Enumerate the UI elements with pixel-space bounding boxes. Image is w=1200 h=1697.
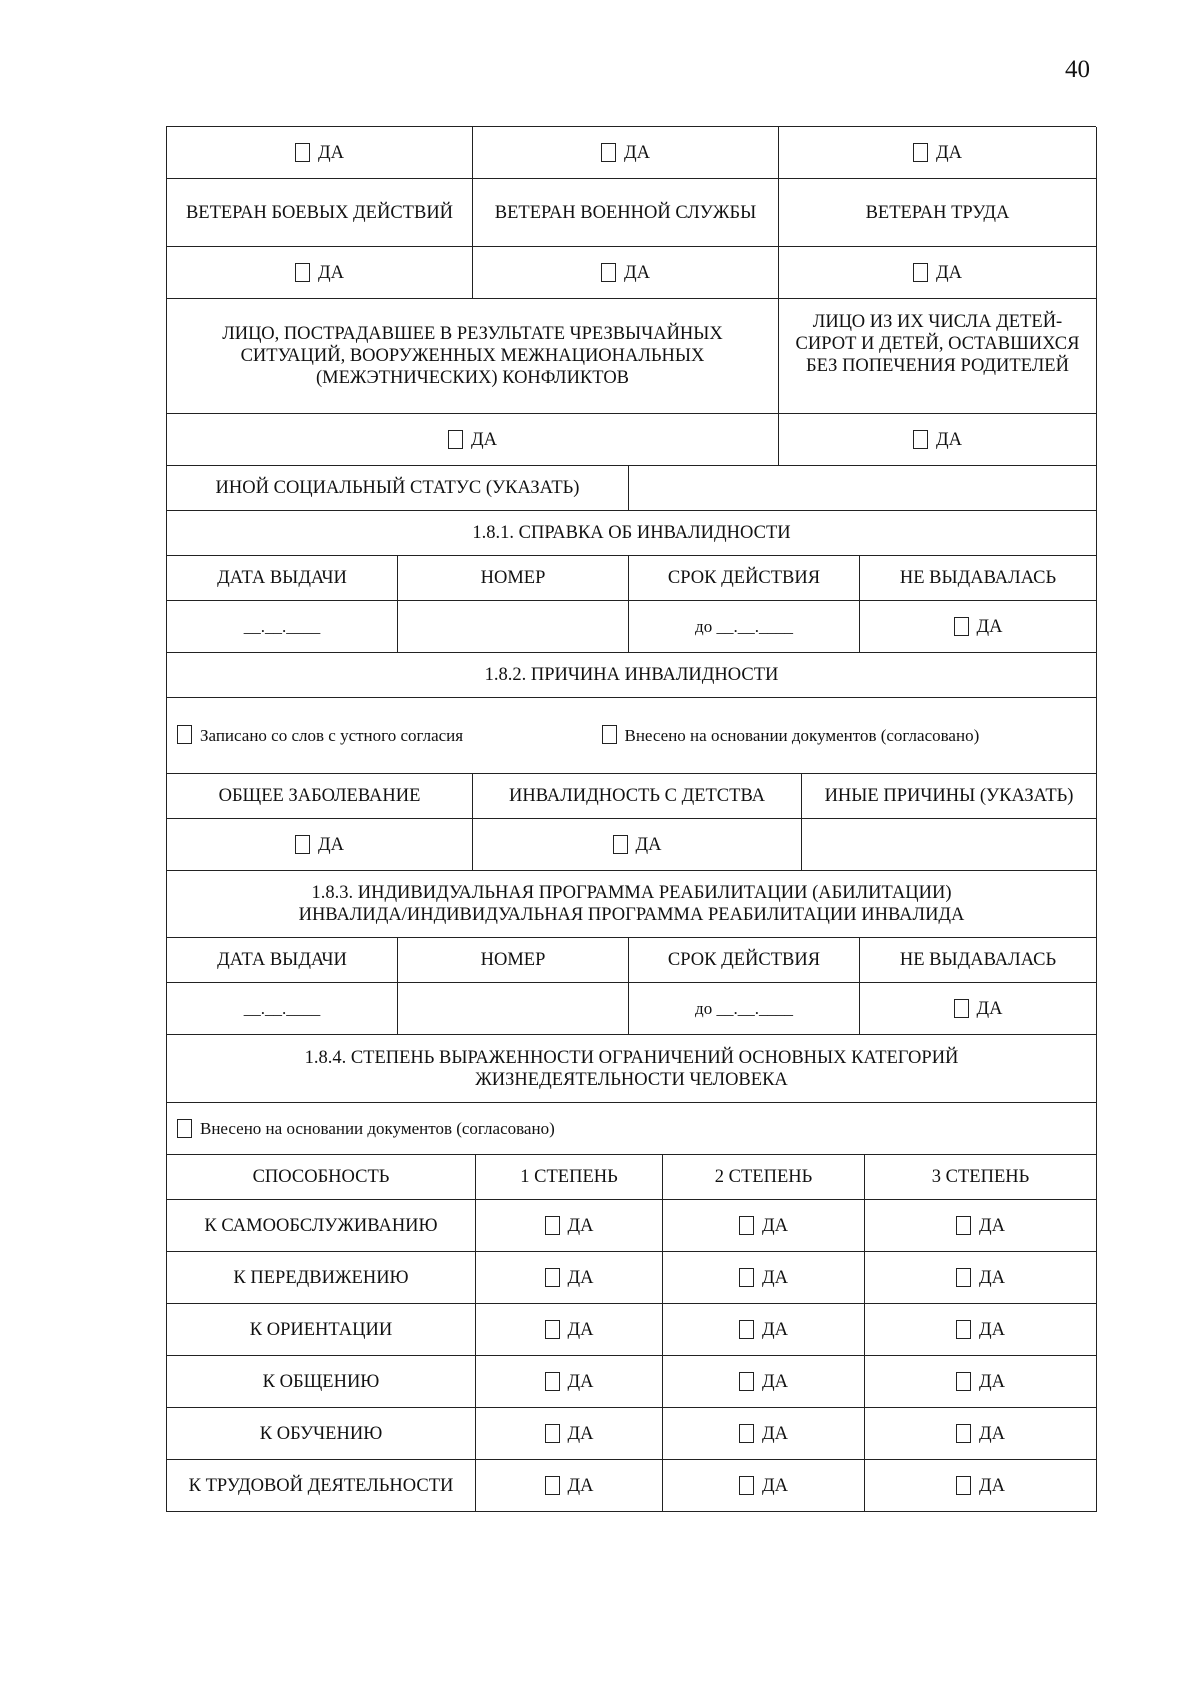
documents-option[interactable]: Внесено на основании документов (согласовано) bbox=[592, 724, 1097, 748]
general-disease-header: ОБЩЕЕ ЗАБОЛЕВАНИЕ bbox=[167, 774, 473, 819]
page-number: 40 bbox=[1065, 56, 1090, 83]
movement-degree-2[interactable]: ДА bbox=[663, 1252, 865, 1304]
social-status-form bbox=[166, 126, 1096, 1512]
military-veteran-label: ВЕТЕРАН ВОЕННОЙ СЛУЖБЫ bbox=[473, 179, 779, 247]
section-1-8-4-title: 1.8.4. СТЕПЕНЬ ВЫРАЖЕННОСТИ ОГРАНИЧЕНИЙ ОСНОВНЫХ КАТЕГОРИЙ ЖИЗНЕДЕЯТЕЛЬНОСТИ ЧЕЛОВЕКА bbox=[167, 1035, 1097, 1103]
checkbox[interactable] bbox=[545, 1320, 560, 1339]
ipr-issue-date-header: ДАТА ВЫДАЧИ bbox=[167, 938, 398, 983]
checkbox[interactable] bbox=[739, 1372, 754, 1391]
checkbox[interactable] bbox=[956, 1424, 971, 1443]
ipr-validity-field[interactable]: до __.__.____ bbox=[629, 983, 860, 1035]
other-status-label: ИНОЙ СОЦИАЛЬНЫЙ СТАТУС (УКАЗАТЬ) bbox=[167, 466, 629, 511]
orientation-degree-1[interactable]: ДА bbox=[476, 1304, 663, 1356]
issue-date-header: ДАТА ВЫДАЧИ bbox=[167, 556, 398, 601]
validity-field[interactable]: до __.__.____ bbox=[629, 601, 860, 653]
ipr-number-field[interactable] bbox=[398, 983, 629, 1035]
ability-self-care: К САМООБСЛУЖИВАНИЮ bbox=[167, 1200, 476, 1252]
movement-degree-1[interactable]: ДА bbox=[476, 1252, 663, 1304]
checkbox[interactable] bbox=[739, 1320, 754, 1339]
limitations-table bbox=[166, 1155, 1096, 1512]
checkbox[interactable] bbox=[913, 263, 928, 282]
self-care-degree-1[interactable]: ДА bbox=[476, 1200, 663, 1252]
communication-degree-1[interactable]: ДА bbox=[476, 1356, 663, 1408]
section-1-8-1-title: 1.8.1. СПРАВКА ОБ ИНВАЛИДНОСТИ bbox=[167, 511, 1097, 556]
checkbox[interactable] bbox=[177, 1119, 192, 1138]
ability-learning: К ОБУЧЕНИЮ bbox=[167, 1408, 476, 1460]
oral-consent-option[interactable]: Записано со слов с устного согласия bbox=[167, 724, 592, 748]
orphans-yes[interactable]: ДА bbox=[779, 414, 1097, 466]
communication-degree-2[interactable]: ДА bbox=[663, 1356, 865, 1408]
childhood-disability-header: ИНВАЛИДНОСТЬ С ДЕТСТВА bbox=[473, 774, 802, 819]
checkbox[interactable] bbox=[739, 1216, 754, 1235]
work-degree-1[interactable]: ДА bbox=[476, 1460, 663, 1512]
ability-communication: К ОБЩЕНИЮ bbox=[167, 1356, 476, 1408]
section-1-8-2-title: 1.8.2. ПРИЧИНА ИНВАЛИДНОСТИ bbox=[167, 653, 1097, 698]
checkbox[interactable] bbox=[601, 263, 616, 282]
work-degree-2[interactable]: ДА bbox=[663, 1460, 865, 1512]
prev-status-yes-2[interactable]: ДА bbox=[473, 127, 779, 179]
general-disease-yes[interactable]: ДА bbox=[167, 819, 473, 871]
combat-veteran-yes[interactable]: ДА bbox=[167, 247, 473, 299]
checkbox[interactable] bbox=[954, 999, 969, 1018]
ability-orientation: К ОРИЕНТАЦИИ bbox=[167, 1304, 476, 1356]
ipr-issue-date-field[interactable]: __.__.____ bbox=[167, 983, 398, 1035]
checkbox[interactable] bbox=[295, 263, 310, 282]
checkbox[interactable] bbox=[913, 430, 928, 449]
military-veteran-yes[interactable]: ДА bbox=[473, 247, 779, 299]
number-field[interactable] bbox=[398, 601, 629, 653]
combat-veteran-label: ВЕТЕРАН БОЕВЫХ ДЕЙСТВИЙ bbox=[167, 179, 473, 247]
childhood-disability-yes[interactable]: ДА bbox=[473, 819, 802, 871]
labor-veteran-label: ВЕТЕРАН ТРУДА bbox=[779, 179, 1097, 247]
checkbox[interactable] bbox=[601, 143, 616, 162]
emergency-victim-label: ЛИЦО, ПОСТРАДАВШЕЕ В РЕЗУЛЬТАТЕ ЧРЕЗВЫЧАЙНЫХ СИТУАЦИЙ, ВООРУЖЕННЫХ МЕЖНАЦИОНАЛЬНЫХ (МЕЖЭТНИЧЕСКИХ) КОНФЛИКТОВ bbox=[167, 299, 779, 414]
checkbox[interactable] bbox=[913, 143, 928, 162]
checkbox[interactable] bbox=[295, 835, 310, 854]
validity-header: СРОК ДЕЙСТВИЯ bbox=[629, 556, 860, 601]
ipr-number-header: НОМЕР bbox=[398, 938, 629, 983]
checkbox[interactable] bbox=[739, 1424, 754, 1443]
not-issued-header: НЕ ВЫДАВАЛАСЬ bbox=[860, 556, 1097, 601]
checkbox[interactable] bbox=[545, 1216, 560, 1235]
ipr-validity-header: СРОК ДЕЙСТВИЯ bbox=[629, 938, 860, 983]
checkbox[interactable] bbox=[956, 1216, 971, 1235]
checkbox[interactable] bbox=[448, 430, 463, 449]
prev-status-yes-1[interactable]: ДА bbox=[167, 127, 473, 179]
self-care-degree-3[interactable]: ДА bbox=[865, 1200, 1097, 1252]
ipr-not-issued-header: НЕ ВЫДАВАЛАСЬ bbox=[860, 938, 1097, 983]
ipr-not-issued-yes[interactable]: ДА bbox=[860, 983, 1097, 1035]
orientation-degree-2[interactable]: ДА bbox=[663, 1304, 865, 1356]
ability-work: К ТРУДОВОЙ ДЕЯТЕЛЬНОСТИ bbox=[167, 1460, 476, 1512]
work-degree-3[interactable]: ДА bbox=[865, 1460, 1097, 1512]
checkbox[interactable] bbox=[956, 1476, 971, 1495]
checkbox[interactable] bbox=[956, 1320, 971, 1339]
limitations-documents-option[interactable]: Внесено на основании документов (согласовано) bbox=[167, 1103, 1097, 1155]
labor-veteran-yes[interactable]: ДА bbox=[779, 247, 1097, 299]
learning-degree-1[interactable]: ДА bbox=[476, 1408, 663, 1460]
section-1-8-3-title: 1.8.3. ИНДИВИДУАЛЬНАЯ ПРОГРАММА РЕАБИЛИТАЦИИ (АБИЛИТАЦИИ) ИНВАЛИДА/ИНДИВИДУАЛЬНАЯ ПРОГРАММА РЕАБИЛИТАЦИИ ИНВАЛИДА bbox=[167, 871, 1097, 938]
issue-date-field[interactable]: __.__.____ bbox=[167, 601, 398, 653]
ability-header: СПОСОБНОСТЬ bbox=[167, 1155, 476, 1200]
checkbox[interactable] bbox=[954, 617, 969, 636]
checkbox[interactable] bbox=[545, 1424, 560, 1443]
checkbox[interactable] bbox=[739, 1476, 754, 1495]
prev-status-yes-3[interactable]: ДА bbox=[779, 127, 1097, 179]
communication-degree-3[interactable]: ДА bbox=[865, 1356, 1097, 1408]
movement-degree-3[interactable]: ДА bbox=[865, 1252, 1097, 1304]
checkbox[interactable] bbox=[295, 143, 310, 162]
emergency-victim-yes[interactable]: ДА bbox=[167, 414, 779, 466]
checkbox[interactable] bbox=[956, 1372, 971, 1391]
checkbox[interactable] bbox=[545, 1476, 560, 1495]
learning-degree-3[interactable]: ДА bbox=[865, 1408, 1097, 1460]
ability-movement: К ПЕРЕДВИЖЕНИЮ bbox=[167, 1252, 476, 1304]
checkbox[interactable] bbox=[545, 1372, 560, 1391]
other-status-field[interactable] bbox=[629, 466, 1097, 511]
checkbox[interactable] bbox=[545, 1268, 560, 1287]
orphans-label: ЛИЦО ИЗ ИХ ЧИСЛА ДЕТЕЙ-СИРОТ И ДЕТЕЙ, ОСТАВШИХСЯ БЕЗ ПОПЕЧЕНИЯ РОДИТЕЛЕЙ bbox=[779, 299, 1097, 414]
number-header: НОМЕР bbox=[398, 556, 629, 601]
checkbox[interactable] bbox=[602, 725, 617, 744]
self-care-degree-2[interactable]: ДА bbox=[663, 1200, 865, 1252]
other-reasons-header: ИНЫЕ ПРИЧИНЫ (УКАЗАТЬ) bbox=[802, 774, 1097, 819]
not-issued-yes[interactable]: ДА bbox=[860, 601, 1097, 653]
source-options bbox=[167, 698, 1097, 774]
checkbox[interactable] bbox=[613, 835, 628, 854]
checkbox[interactable] bbox=[177, 725, 192, 744]
learning-degree-2[interactable]: ДА bbox=[663, 1408, 865, 1460]
degree-2-header: 2 СТЕПЕНЬ bbox=[663, 1155, 865, 1200]
checkbox[interactable] bbox=[956, 1268, 971, 1287]
degree-3-header: 3 СТЕПЕНЬ bbox=[865, 1155, 1097, 1200]
orientation-degree-3[interactable]: ДА bbox=[865, 1304, 1097, 1356]
degree-1-header: 1 СТЕПЕНЬ bbox=[476, 1155, 663, 1200]
checkbox[interactable] bbox=[739, 1268, 754, 1287]
other-reasons-field[interactable] bbox=[802, 819, 1097, 871]
